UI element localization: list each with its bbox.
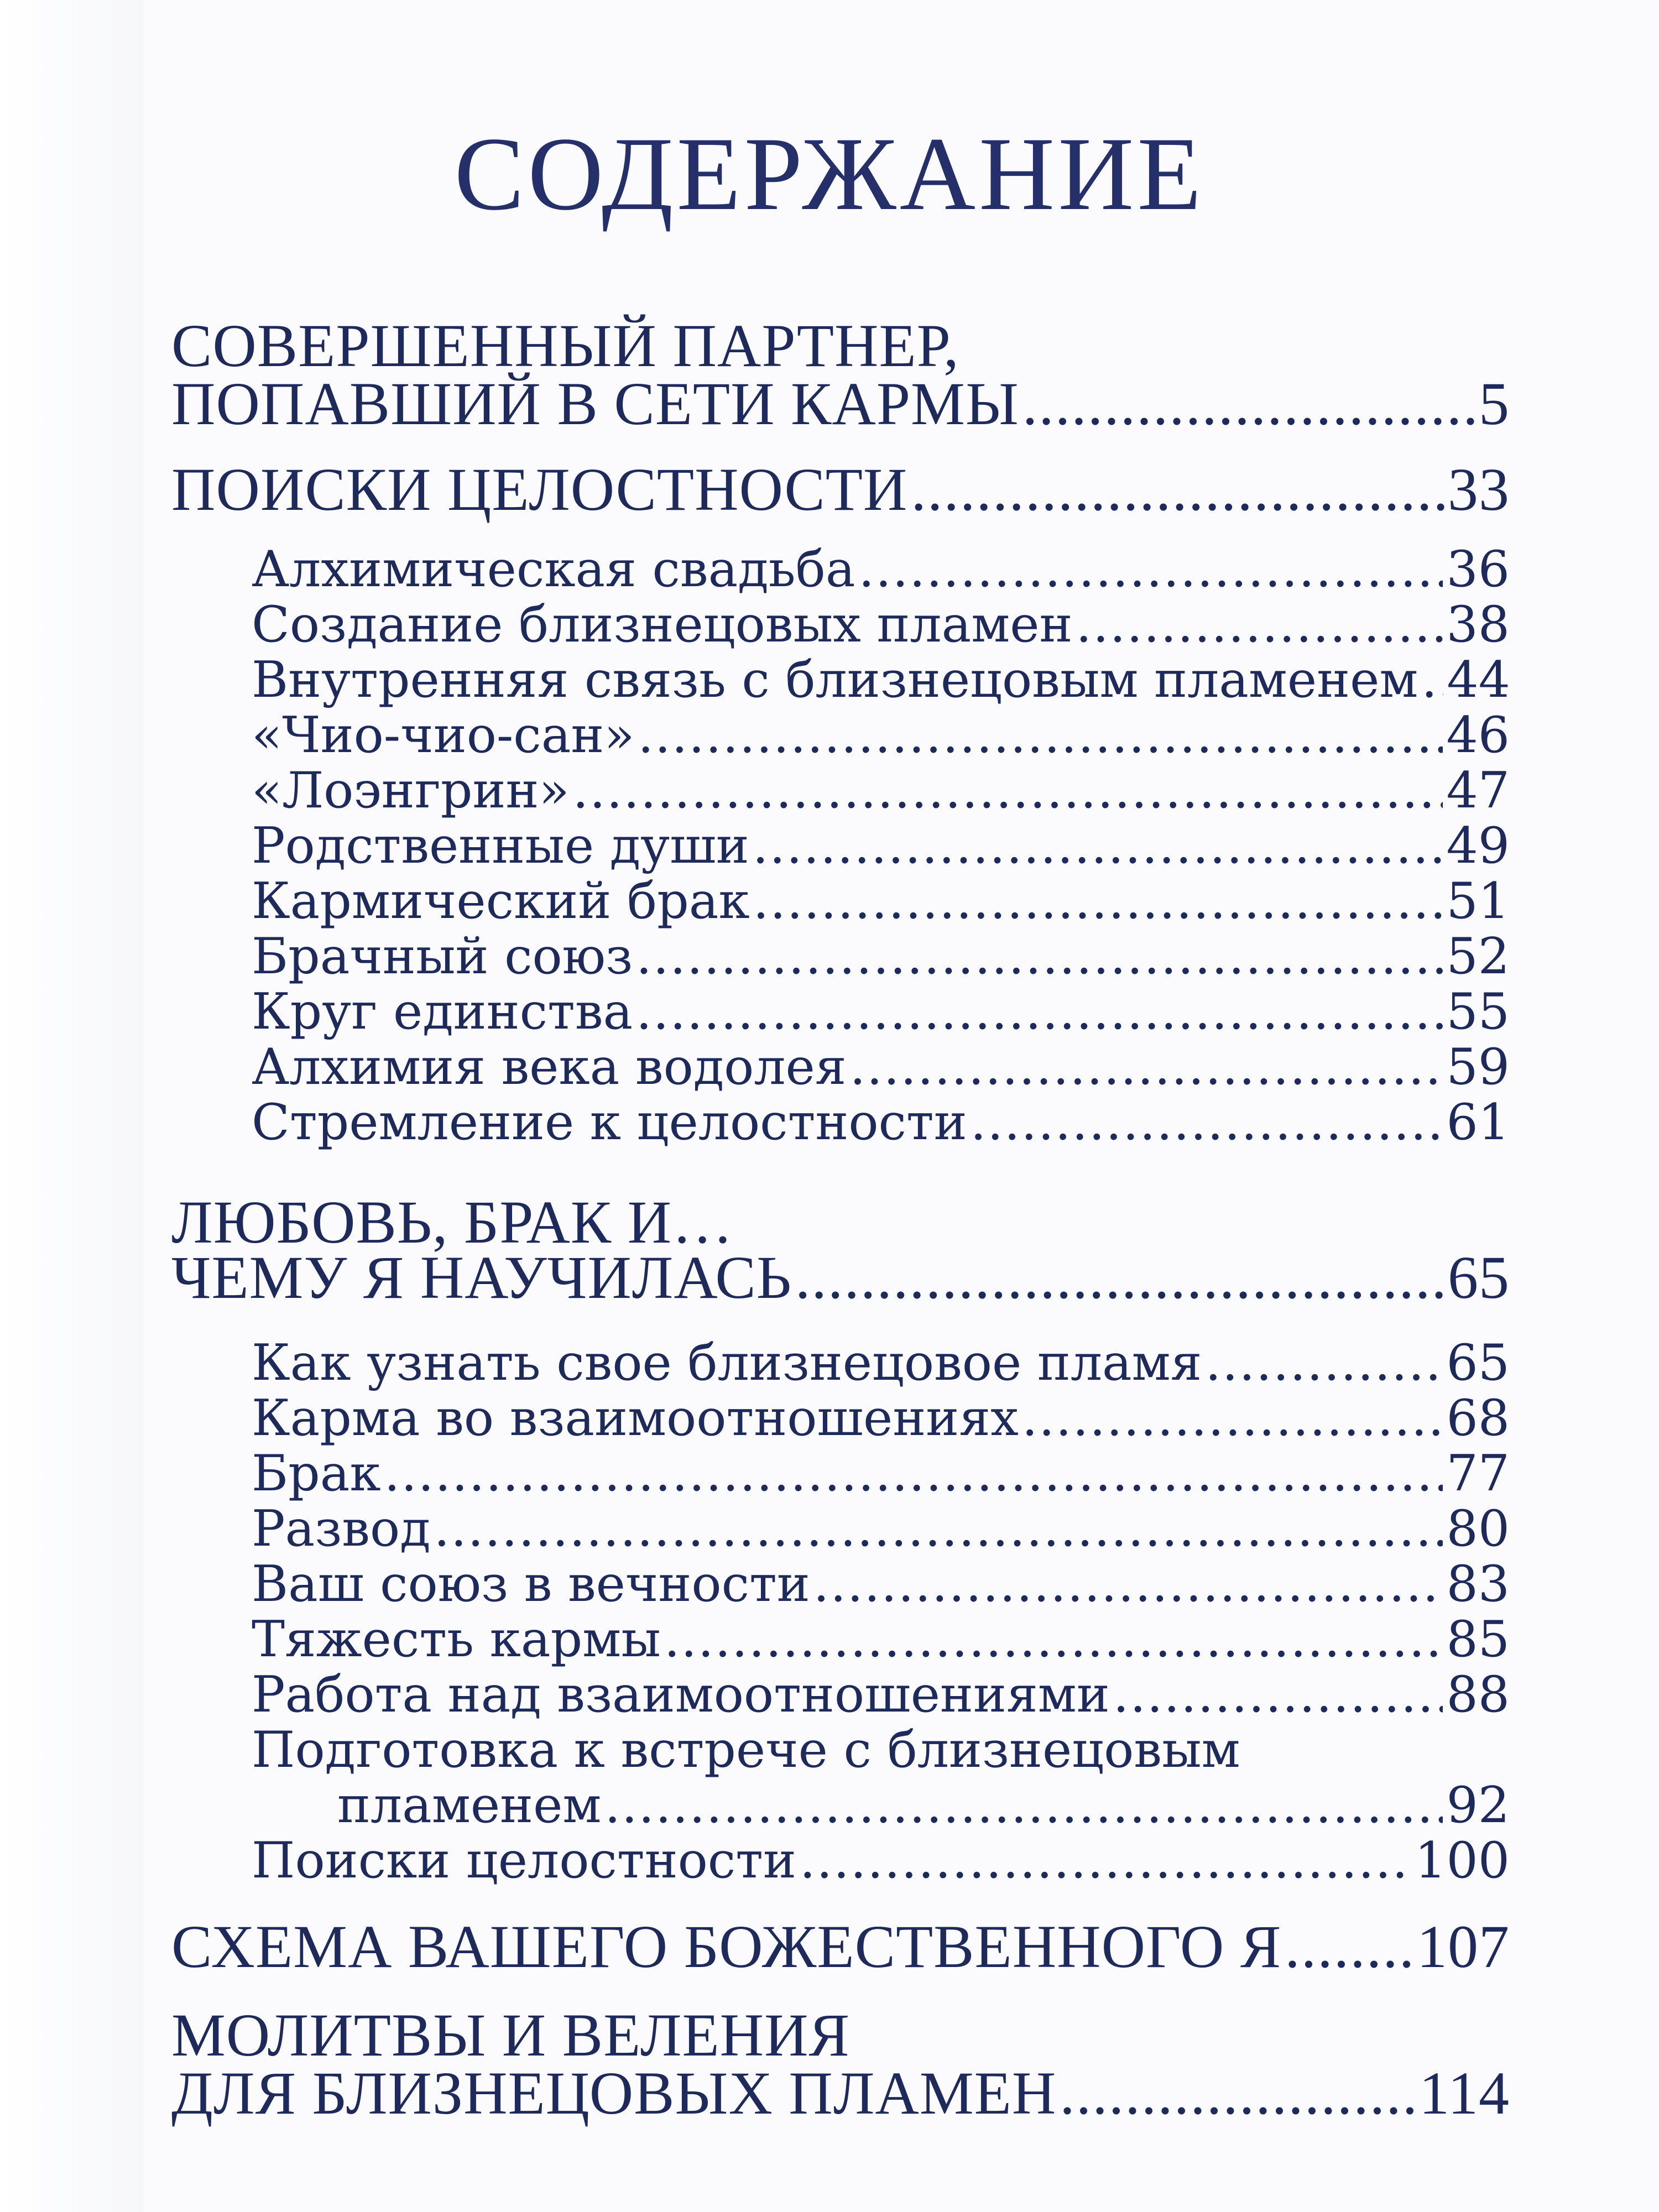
toc-page-number: 100 <box>1415 1832 1510 1890</box>
toc-page-number: 36 <box>1446 540 1510 598</box>
toc-entry-label: Развод <box>252 1500 431 1558</box>
toc-section-entry[interactable] <box>252 983 1510 1041</box>
dot-leader <box>434 1504 1443 1554</box>
toc-page-number: 92 <box>1446 1776 1510 1834</box>
dot-leader <box>850 1042 1443 1092</box>
dot-leader <box>1076 600 1443 650</box>
toc-page-number: 33 <box>1448 456 1510 523</box>
toc-page-number: 38 <box>1446 596 1510 654</box>
toc-page-number: 114 <box>1419 2059 1510 2127</box>
toc-section-entry[interactable] <box>252 1444 1510 1503</box>
dot-leader <box>604 1781 1443 1830</box>
toc-section-entry[interactable] <box>252 1832 1510 1890</box>
toc-section-entry[interactable] <box>252 1038 1510 1096</box>
toc-section-entry[interactable] <box>252 706 1510 764</box>
toc-page-number: 65 <box>1446 1334 1510 1392</box>
toc-section-entry[interactable] <box>337 1776 1510 1834</box>
toc-entry-label: Кармический брак <box>252 872 750 930</box>
toc-page-number: 49 <box>1446 817 1510 875</box>
dot-leader <box>795 1247 1444 1308</box>
toc-page-number: 80 <box>1446 1500 1510 1558</box>
dot-leader <box>800 1836 1411 1886</box>
dot-leader <box>1113 1670 1443 1720</box>
toc-section-entry[interactable] <box>252 1610 1510 1668</box>
toc-section-entry[interactable] <box>252 761 1510 820</box>
toc-page-number: 44 <box>1447 651 1510 709</box>
toc-entry-label: Карма во взаимоотношениях <box>252 1389 1019 1447</box>
toc-chapter-entry[interactable] <box>171 1913 1510 1980</box>
toc-chapter-entry[interactable] <box>171 456 1510 523</box>
toc-section-entry[interactable] <box>252 651 1510 709</box>
toc-entry-label: СХЕМА ВАШЕГО БОЖЕСТВЕННОГО Я <box>171 1913 1282 1980</box>
toc-page-number: 107 <box>1417 1913 1510 1980</box>
toc-entry-label: Брак <box>252 1444 381 1503</box>
toc-section-entry[interactable] <box>252 1334 1510 1392</box>
page-title: СОДЕРЖАНИЕ <box>454 116 1205 232</box>
toc-page-number: 68 <box>1446 1389 1510 1447</box>
toc-entry-label: Родственные души <box>252 817 749 875</box>
dot-leader <box>636 932 1443 982</box>
toc-entry-label: Круг единства <box>252 983 633 1041</box>
dot-leader <box>911 459 1444 520</box>
toc-entry-label: Алхимическая свадьба <box>252 540 855 598</box>
toc-entry-label: пламенем <box>337 1776 602 1834</box>
toc-entry-label: ЧЕМУ Я НАУЧИЛАСЬ <box>171 1244 792 1311</box>
toc-section-entry[interactable] <box>252 1093 1510 1151</box>
toc-entry-label: ПОИСКИ ЦЕЛОСТНОСТИ <box>171 456 908 523</box>
dot-leader <box>638 711 1443 760</box>
toc-entry-label: Работа над взаимоотношениями <box>252 1666 1110 1724</box>
dot-leader <box>384 1449 1443 1499</box>
toc-page-number: 65 <box>1448 1244 1510 1311</box>
dot-leader <box>813 1559 1443 1609</box>
toc-chapter-entry[interactable] <box>171 1244 1510 1311</box>
toc-page-number: 85 <box>1446 1610 1510 1668</box>
toc-page-number: 88 <box>1446 1666 1510 1724</box>
toc-section-entry[interactable] <box>252 596 1510 654</box>
toc-entry-label: Ваш союз в вечности <box>252 1555 810 1613</box>
dot-leader <box>1421 655 1443 705</box>
toc-page-number: 46 <box>1446 706 1510 764</box>
toc-entry-label: Внутренняя связь с близнецовым пламенем <box>252 651 1418 709</box>
toc-page-number: 59 <box>1446 1038 1510 1096</box>
toc-page-number: 52 <box>1446 927 1510 985</box>
toc-chapter-title-line: МОЛИТВЫ И ВЕЛЕНИЯ <box>171 2001 850 2069</box>
toc-page-number: 47 <box>1446 761 1510 820</box>
toc-section-entry[interactable] <box>252 1666 1510 1724</box>
toc-page-number: 61 <box>1446 1093 1510 1151</box>
toc-page-number: 83 <box>1446 1555 1510 1613</box>
toc-entry-label: ПОПАВШИЙ В СЕТИ КАРМЫ <box>171 370 1019 437</box>
dot-leader <box>664 1615 1443 1665</box>
toc-section-entry[interactable] <box>252 817 1510 875</box>
toc-section-entry[interactable] <box>252 1500 1510 1558</box>
toc-page-number: 51 <box>1446 872 1510 930</box>
toc-chapter-entry[interactable] <box>171 370 1510 437</box>
toc-chapter-entry[interactable] <box>171 2059 1510 2127</box>
toc-entry-label: Алхимия века водолея <box>252 1038 847 1096</box>
toc-chapter-title-line: СОВЕРШЕННЫЙ ПАРТНЕР, <box>171 312 959 379</box>
toc-section-entry[interactable] <box>252 927 1510 985</box>
toc-entry-label: ДЛЯ БЛИЗНЕЦОВЫХ ПЛАМЕН <box>171 2059 1057 2127</box>
toc-entry-label: «Лоэнгрин» <box>252 761 570 820</box>
toc-entry-label: Как узнать свое близнецовое пламя <box>252 1334 1202 1392</box>
toc-entry-label: Поиски целостности <box>252 1832 796 1890</box>
dot-leader <box>1205 1338 1443 1388</box>
toc-entry-label: Создание близнецовых пламен <box>252 596 1073 654</box>
dot-leader <box>753 877 1443 926</box>
dot-leader <box>1060 2063 1416 2124</box>
toc-page-number: 77 <box>1446 1444 1510 1503</box>
dot-leader <box>573 766 1443 816</box>
toc-chapter-title-line: ЛЮБОВЬ, БРАК И… <box>171 1188 734 1256</box>
toc-entry-label: «Чио-чио-сан» <box>252 706 635 764</box>
dot-leader <box>753 821 1443 871</box>
toc-section-title-line: Подготовка к встрече с близнецовым <box>252 1721 1240 1779</box>
dot-leader <box>1022 373 1475 434</box>
dot-leader <box>636 987 1443 1037</box>
dot-leader <box>1022 1394 1443 1443</box>
toc-section-entry[interactable] <box>252 1555 1510 1613</box>
toc-page-number: 5 <box>1479 370 1510 437</box>
toc-entry-label: Стремление к целостности <box>252 1093 967 1151</box>
toc-section-entry[interactable] <box>252 872 1510 930</box>
toc-section-entry[interactable] <box>252 540 1510 598</box>
dot-leader <box>971 1098 1443 1147</box>
dot-leader <box>1285 1916 1413 1977</box>
toc-entry-label: Брачный союз <box>252 927 633 985</box>
toc-page-number: 55 <box>1446 983 1510 1041</box>
toc-entry-label: Тяжесть кармы <box>252 1610 661 1668</box>
toc-section-entry[interactable] <box>252 1389 1510 1447</box>
dot-leader <box>859 545 1443 594</box>
